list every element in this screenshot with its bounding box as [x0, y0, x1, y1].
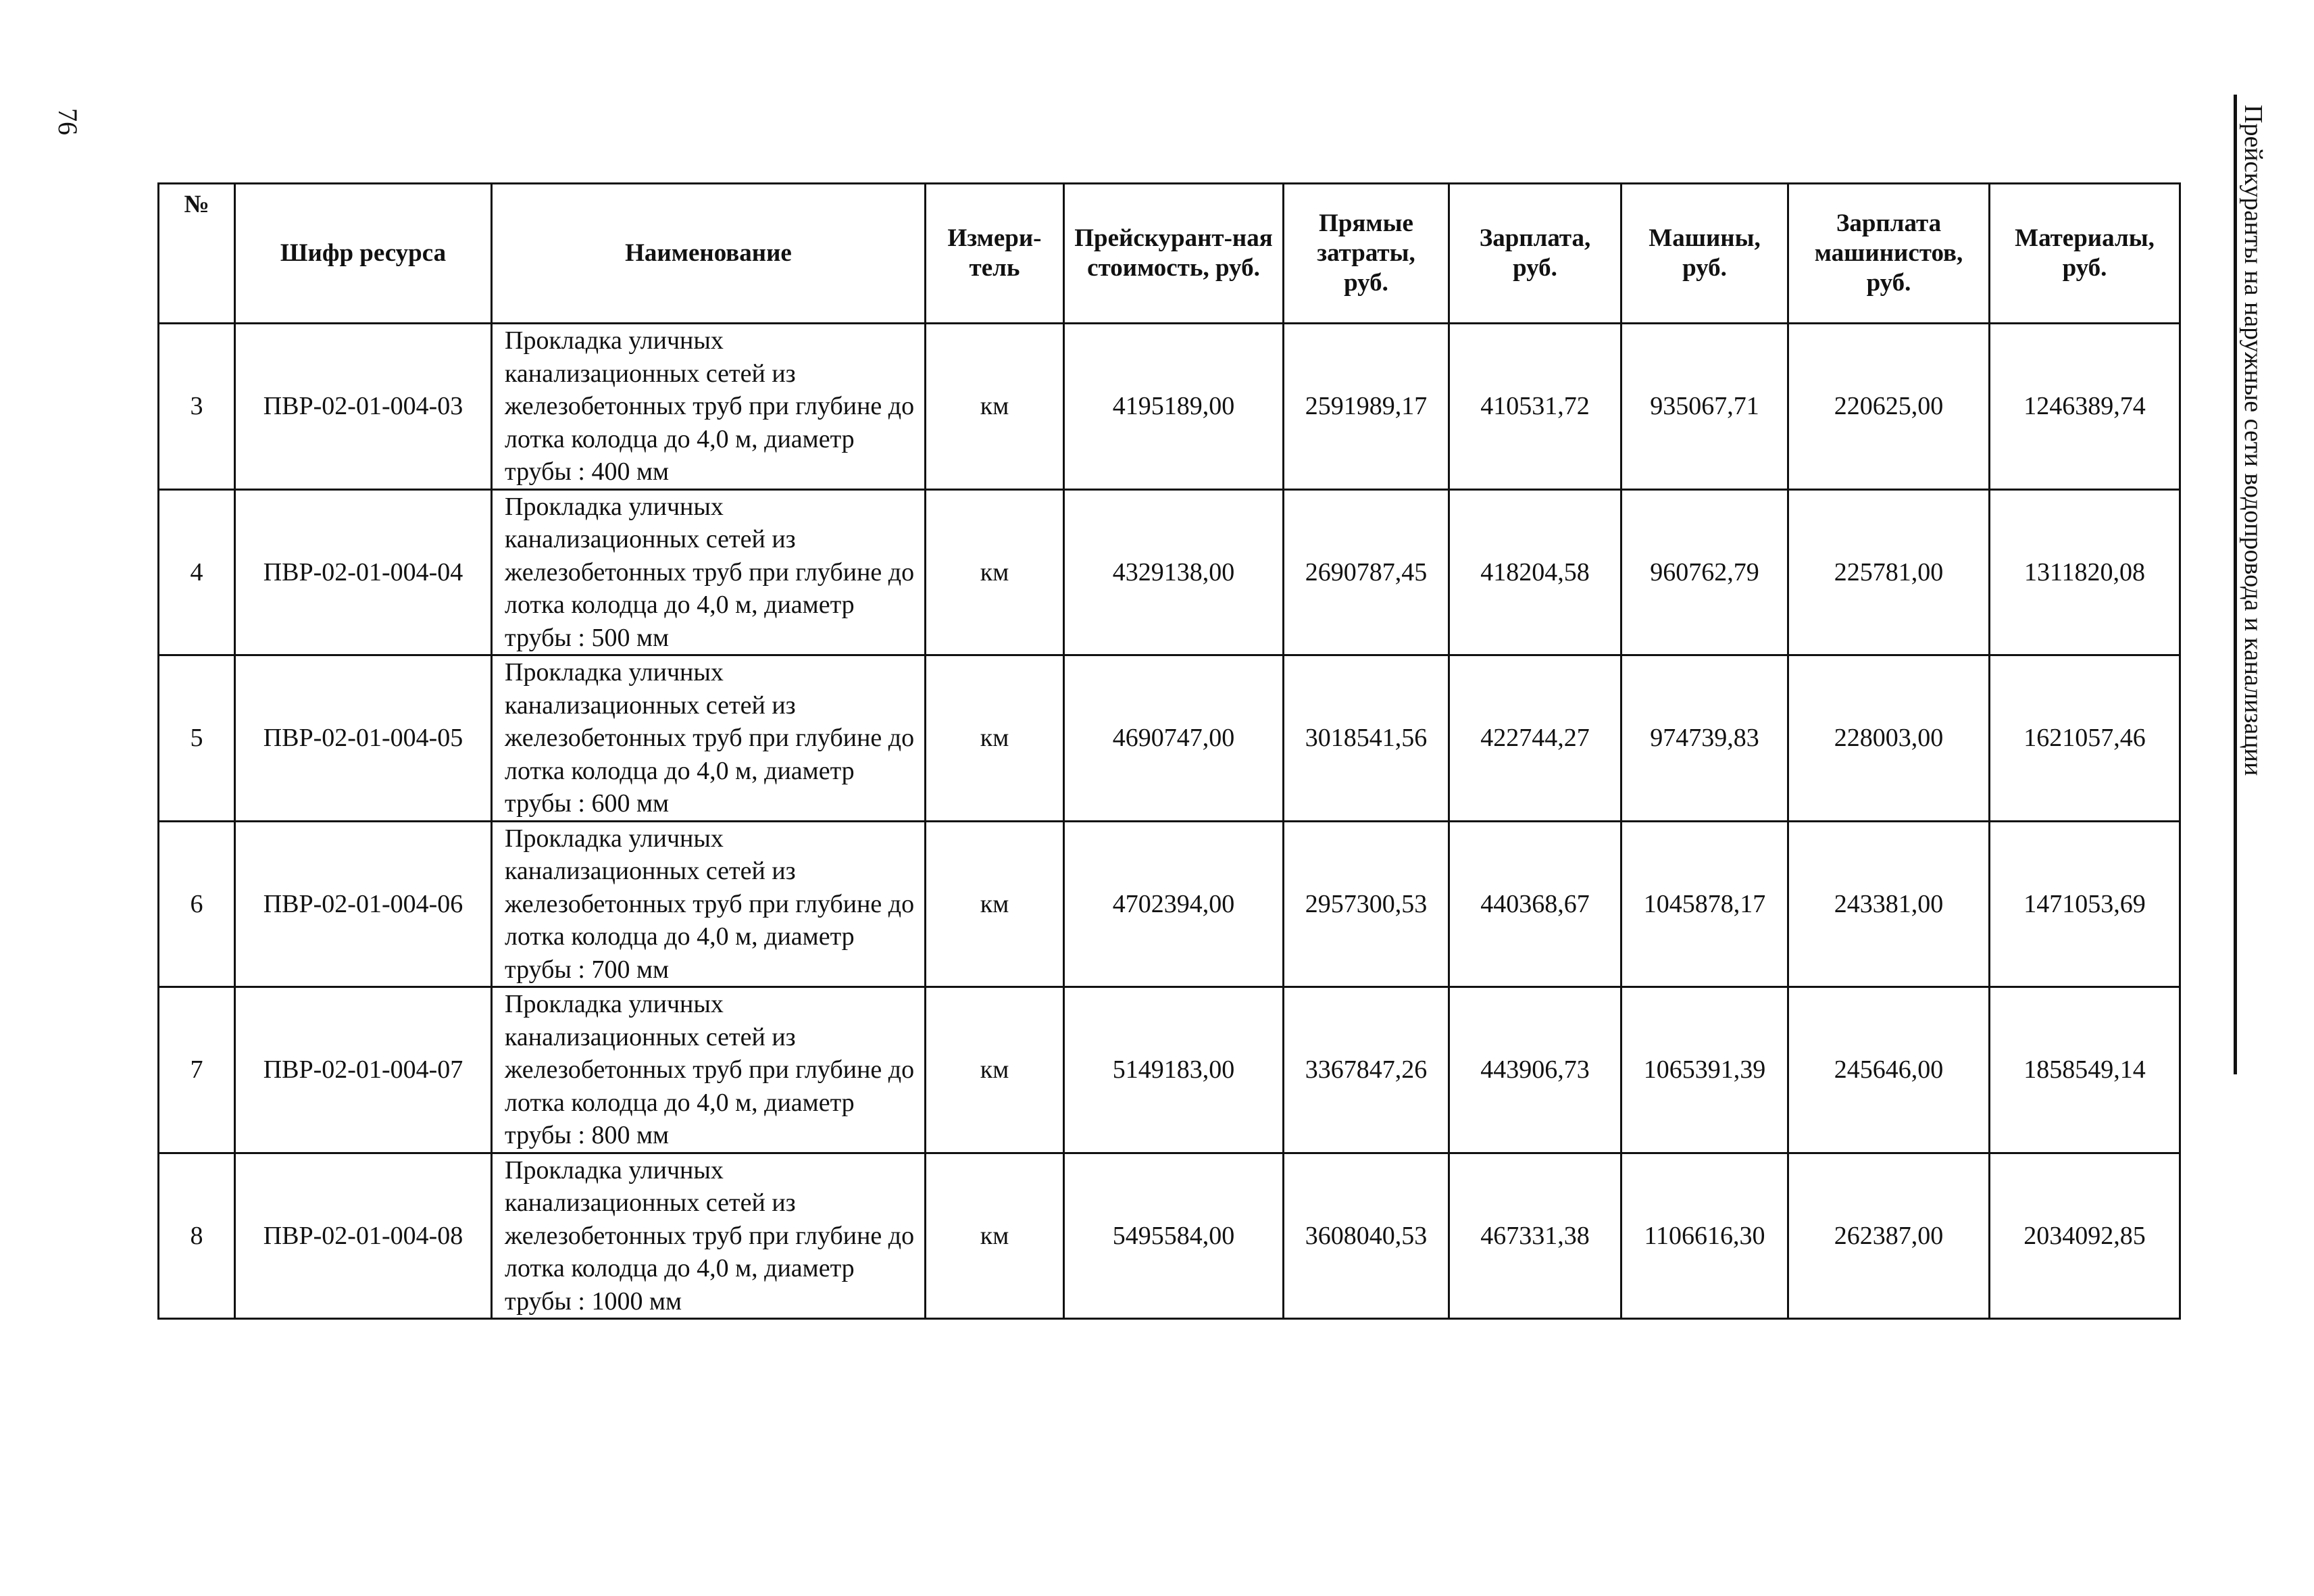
header-direct: Прямые затраты, руб. — [1284, 184, 1449, 324]
header-num: № — [159, 184, 235, 324]
cell-salary: 443906,73 — [1449, 987, 1621, 1153]
cell-price: 4702394,00 — [1064, 821, 1284, 987]
price-table — [157, 182, 2181, 1320]
header-price: Прейскурант-ная стоимость, руб. — [1064, 184, 1284, 324]
cell-direct: 3367847,26 — [1284, 987, 1449, 1153]
cell-machinist-salary: 225781,00 — [1788, 489, 1990, 655]
cell-machines: 1065391,39 — [1621, 987, 1788, 1153]
cell-code: ПВР-02-01-004-05 — [235, 655, 492, 822]
cell-name: Прокладка уличных канализационных сетей из железобетонных труб при глубине до лотка колодца до 4,0 м, диаметр трубы : 400 мм — [492, 324, 926, 490]
table-row — [159, 324, 2180, 490]
cell-direct: 2957300,53 — [1284, 821, 1449, 987]
cell-code: ПВР-02-01-004-08 — [235, 1153, 492, 1319]
cell-machinist-salary: 228003,00 — [1788, 655, 1990, 822]
cell-salary: 440368,67 — [1449, 821, 1621, 987]
cell-unit: км — [926, 489, 1064, 655]
cell-salary: 410531,72 — [1449, 324, 1621, 490]
table-row — [159, 489, 2180, 655]
cell-price: 4195189,00 — [1064, 324, 1284, 490]
cell-salary: 418204,58 — [1449, 489, 1621, 655]
table-row — [159, 987, 2180, 1153]
cell-price: 4690747,00 — [1064, 655, 1284, 822]
header-code: Шифр ресурса — [235, 184, 492, 324]
cell-machines: 960762,79 — [1621, 489, 1788, 655]
table-row — [159, 655, 2180, 822]
cell-unit: км — [926, 987, 1064, 1153]
running-head: Прейскуранты на наружные сети водопровода и канализации — [2239, 105, 2267, 776]
cell-direct: 2591989,17 — [1284, 324, 1449, 490]
cell-price: 5149183,00 — [1064, 987, 1284, 1153]
cell-machinist-salary: 245646,00 — [1788, 987, 1990, 1153]
cell-num: 7 — [159, 987, 235, 1153]
cell-machines: 935067,71 — [1621, 324, 1788, 490]
cell-code: ПВР-02-01-004-04 — [235, 489, 492, 655]
cell-unit: км — [926, 655, 1064, 822]
cell-materials: 1246389,74 — [1990, 324, 2180, 490]
cell-price: 5495584,00 — [1064, 1153, 1284, 1319]
cell-code: ПВР-02-01-004-03 — [235, 324, 492, 490]
cell-name: Прокладка уличных канализационных сетей из железобетонных труб при глубине до лотка колодца до 4,0 м, диаметр трубы : 1000 мм — [492, 1153, 926, 1319]
cell-num: 6 — [159, 821, 235, 987]
header-materials: Материалы, руб. — [1990, 184, 2180, 324]
cell-name: Прокладка уличных канализационных сетей из железобетонных труб при глубине до лотка колодца до 4,0 м, диаметр трубы : 600 мм — [492, 655, 926, 822]
cell-materials: 1621057,46 — [1990, 655, 2180, 822]
cell-materials: 1858549,14 — [1990, 987, 2180, 1153]
cell-num: 4 — [159, 489, 235, 655]
header-machines: Машины, руб. — [1621, 184, 1788, 324]
cell-name: Прокладка уличных канализационных сетей из железобетонных труб при глубине до лотка колодца до 4,0 м, диаметр трубы : 700 мм — [492, 821, 926, 987]
cell-salary: 467331,38 — [1449, 1153, 1621, 1319]
cell-code: ПВР-02-01-004-07 — [235, 987, 492, 1153]
cell-direct: 3018541,56 — [1284, 655, 1449, 822]
vertical-rule — [2234, 95, 2237, 1074]
cell-num: 5 — [159, 655, 235, 822]
cell-materials: 2034092,85 — [1990, 1153, 2180, 1319]
cell-num: 3 — [159, 324, 235, 490]
cell-num: 8 — [159, 1153, 235, 1319]
header-salary: Зарплата, руб. — [1449, 184, 1621, 324]
cell-direct: 2690787,45 — [1284, 489, 1449, 655]
cell-code: ПВР-02-01-004-06 — [235, 821, 492, 987]
cell-machines: 974739,83 — [1621, 655, 1788, 822]
table-row — [159, 1153, 2180, 1319]
header-unit: Измери-тель — [926, 184, 1064, 324]
cell-name: Прокладка уличных канализационных сетей из железобетонных труб при глубине до лотка колодца до 4,0 м, диаметр трубы : 800 мм — [492, 987, 926, 1153]
header-name: Наименование — [492, 184, 926, 324]
cell-materials: 1311820,08 — [1990, 489, 2180, 655]
cell-salary: 422744,27 — [1449, 655, 1621, 822]
cell-materials: 1471053,69 — [1990, 821, 2180, 987]
cell-machines: 1045878,17 — [1621, 821, 1788, 987]
header-machinist-salary: Зарплата машинистов, руб. — [1788, 184, 1990, 324]
cell-direct: 3608040,53 — [1284, 1153, 1449, 1319]
cell-price: 4329138,00 — [1064, 489, 1284, 655]
table-header-row — [159, 184, 2180, 324]
cell-unit: км — [926, 1153, 1064, 1319]
table-row — [159, 821, 2180, 987]
cell-machines: 1106616,30 — [1621, 1153, 1788, 1319]
cell-machinist-salary: 262387,00 — [1788, 1153, 1990, 1319]
cell-unit: км — [926, 821, 1064, 987]
cell-machinist-salary: 243381,00 — [1788, 821, 1990, 987]
page-number: 76 — [53, 108, 83, 135]
cell-name: Прокладка уличных канализационных сетей из железобетонных труб при глубине до лотка колодца до 4,0 м, диаметр трубы : 500 мм — [492, 489, 926, 655]
cell-unit: км — [926, 324, 1064, 490]
cell-machinist-salary: 220625,00 — [1788, 324, 1990, 490]
